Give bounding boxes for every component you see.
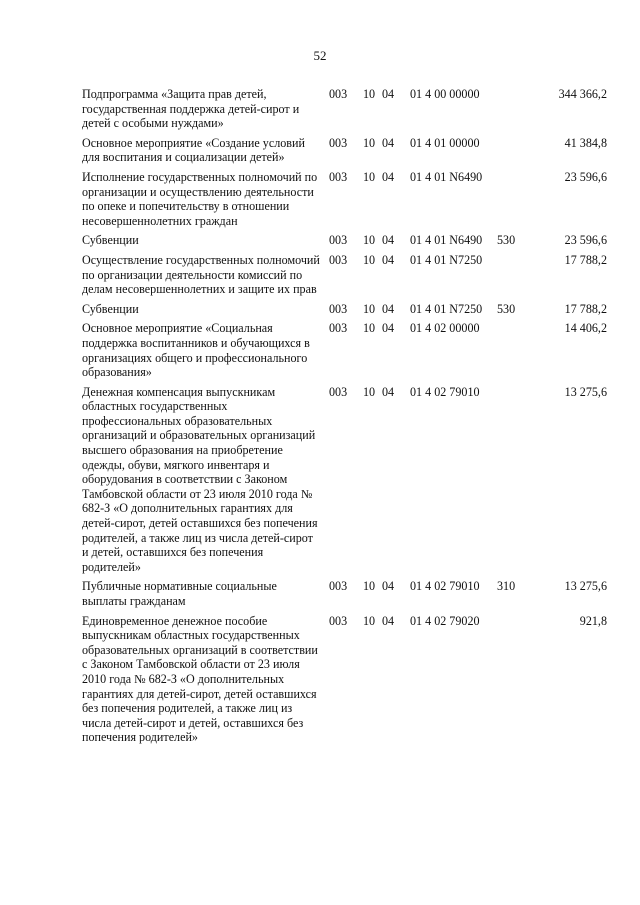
row-subsection: 04 — [382, 613, 395, 628]
row-target-code: 01 4 01 N7250 — [410, 252, 483, 267]
row-name: Осуществление государственных полномочий по организации деятельности комиссий по делам несовершеннолетних и защите их прав — [82, 252, 320, 297]
row-admin-code: 003 — [329, 135, 348, 150]
table-row — [0, 170, 640, 228]
row-subsection: 04 — [382, 301, 395, 316]
row-admin-code: 003 — [329, 252, 348, 267]
row-name: Подпрограмма «Защита прав детей, государственная поддержка детей-сирот и детей с особыми нуждами» — [82, 87, 300, 131]
row-expense-type: 310 — [497, 579, 516, 594]
row-section: 10 — [363, 301, 376, 316]
row-name: Публичные нормативные социальные выплаты гражданам — [82, 579, 277, 608]
row-subsection: 04 — [382, 135, 395, 150]
budget-table — [0, 87, 640, 750]
row-subsection: 04 — [382, 233, 395, 248]
row-amount: 17 788,2 — [564, 301, 607, 316]
row-expense-type: 530 — [497, 301, 516, 316]
row-target-code: 01 4 02 79020 — [410, 613, 480, 628]
row-name: Единовременное денежное пособие выпускникам областных государственных образовательных организаций в соответствии с Законом Тамбовской области от 23 июля 2010 года № 682-З «О дополнительных гарантиях для детей-сирот, детей оставшихся без попечения родителей, а также лиц из числа детей-сирот и детей, оставшихся без попечения родителей» — [82, 613, 318, 745]
row-amount: 13 275,6 — [564, 579, 607, 594]
table-row — [0, 233, 640, 248]
table-row — [0, 302, 640, 317]
row-amount: 17 788,2 — [564, 252, 607, 267]
row-section: 10 — [363, 87, 376, 101]
row-amount: 41 384,8 — [564, 135, 607, 150]
row-name: Основное мероприятие «Социальная поддержка воспитанников и обучающихся в организациях общего и профессионального образования» — [82, 321, 310, 380]
row-section: 10 — [363, 233, 376, 248]
table-row — [0, 579, 640, 608]
row-admin-code: 003 — [329, 87, 348, 101]
table-row — [0, 136, 640, 165]
row-target-code: 01 4 02 00000 — [410, 321, 480, 336]
row-section: 10 — [363, 252, 376, 267]
table-row — [0, 253, 640, 297]
row-admin-code: 003 — [329, 321, 348, 336]
row-target-code: 01 4 02 79010 — [410, 579, 480, 594]
row-admin-code: 003 — [329, 301, 348, 316]
row-section: 10 — [363, 613, 376, 628]
page-number: 52 — [313, 48, 327, 63]
table-row — [0, 614, 640, 745]
row-section: 10 — [363, 579, 376, 594]
row-section: 10 — [363, 384, 376, 399]
row-name: Исполнение государственных полномочий по организации и осуществлению деятельности по опеке и попечительству в отношении несовершеннолетних граждан — [82, 169, 318, 228]
row-amount: 14 406,2 — [564, 321, 607, 336]
row-amount: 344 366,2 — [558, 87, 607, 101]
row-subsection: 04 — [382, 321, 395, 336]
row-subsection: 04 — [382, 87, 395, 101]
row-subsection: 04 — [382, 384, 395, 399]
row-target-code: 01 4 00 00000 — [410, 87, 480, 101]
row-subsection: 04 — [382, 169, 395, 184]
row-name: Основное мероприятие «Создание условий для воспитания и социализации детей» — [82, 135, 305, 165]
row-admin-code: 003 — [329, 579, 348, 594]
row-target-code: 01 4 01 N7250 — [410, 301, 483, 316]
row-section: 10 — [363, 169, 376, 184]
row-admin-code: 003 — [329, 169, 348, 184]
row-amount: 23 596,6 — [564, 169, 607, 184]
row-subsection: 04 — [382, 579, 395, 594]
row-admin-code: 003 — [329, 384, 348, 399]
row-subsection: 04 — [382, 252, 395, 267]
row-section: 10 — [363, 321, 376, 336]
row-amount: 13 275,6 — [564, 384, 607, 399]
table-row — [0, 385, 640, 575]
row-target-code: 01 4 01 00000 — [410, 135, 480, 150]
row-name: Субвенции — [82, 301, 139, 316]
row-amount: 23 596,6 — [564, 233, 607, 248]
table-row — [0, 321, 640, 379]
row-amount: 921,8 — [579, 613, 607, 628]
row-name: Субвенции — [82, 233, 139, 248]
row-section: 10 — [363, 135, 376, 150]
row-target-code: 01 4 01 N6490 — [410, 233, 483, 248]
row-admin-code: 003 — [329, 233, 348, 248]
row-expense-type: 530 — [497, 233, 516, 248]
row-name: Денежная компенсация выпускникам областных государственных профессиональных образовательных организаций и образовательных организаций высшего образования на приобретение одежды, обуви, мягкого инвентаря и оборудования в соответствии с Законом Тамбовской области от 23 июля 2010 года № 682-З «О дополнительных гарантиях для детей-сирот, детей оставшихся без попечения родителей, а также лиц из числа детей-сирот и детей, оставшихся без попечения родителей» — [82, 384, 318, 574]
table-row — [0, 87, 640, 131]
row-target-code: 01 4 01 N6490 — [410, 169, 483, 184]
row-admin-code: 003 — [329, 613, 348, 628]
row-target-code: 01 4 02 79010 — [410, 384, 480, 399]
